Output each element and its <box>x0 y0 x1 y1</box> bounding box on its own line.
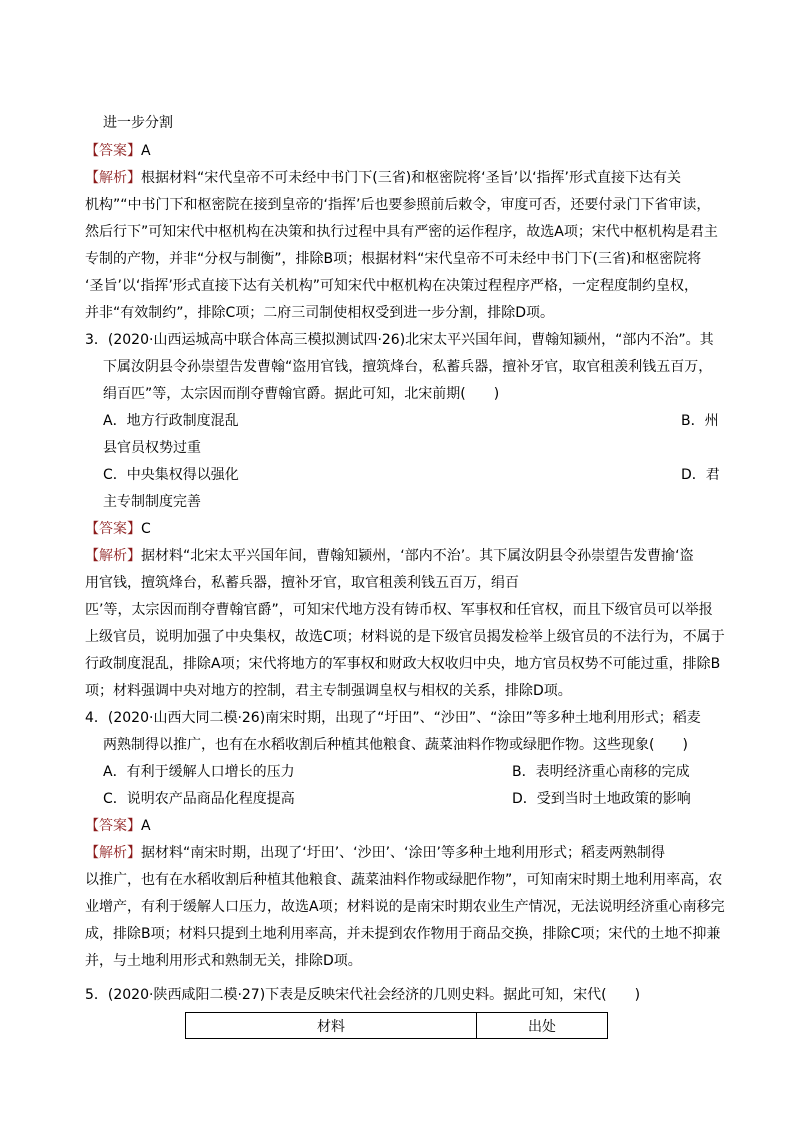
q3-analysis-line: 项；材料强调中央对地方的控制，君主专制强调皇权与相权的关系，排除D项。 <box>85 683 572 699</box>
q4-answer-value: A <box>141 818 151 834</box>
q3-analysis-line: 匹’等，太宗因而削夺曹翰官爵”，可知宋代地方没有铸币权、军事权和任官权，而且下级官员可以举报 <box>85 602 713 618</box>
answer-tag: 【答案】 <box>85 143 141 159</box>
q4-analysis-line: 【解析】据材料“南宋时期，出现了‘圩田’、‘沙田’、‘涂田’等多种土地利用形式；稻麦两熟制得 <box>85 845 665 861</box>
q3-analysis-line: 行政制度混乱，排除A项；宋代将地方的军事权和财政大权收归中央，地方官员权势不可能过重，排除B <box>85 656 721 672</box>
q3-option-a: A．地方行政制度混乱 <box>103 413 239 429</box>
q3-option-b: B．州 <box>681 413 719 429</box>
q3-stem: 下属汝阴县令孙崇望告发曹翰“盗用官钱，擅筑烽台，私蓄兵器，擅补牙官，取官租羡利钱五百万， <box>103 359 713 375</box>
table-header-row <box>186 1013 608 1039</box>
analysis-tag: 【解析】 <box>85 845 141 861</box>
q2-answer-value: A <box>141 143 151 159</box>
analysis-tag: 【解析】 <box>85 170 141 186</box>
q3-option-d-tail: 主专制制度完善 <box>103 494 201 510</box>
q3-option-c: C．中央集权得以强化 <box>103 467 239 483</box>
q3-analysis-line: 用官钱，擅筑烽台，私蓄兵器，擅补牙官，取官租羡利钱五百万，绢百 <box>85 575 519 591</box>
q2-answer <box>85 141 725 161</box>
q4-analysis-line: 成，排除B项；材料只提到土地利用率高，并未提到农作物用于商品交换，排除C项；宋代的土地不抑兼 <box>85 926 721 942</box>
q4-option-a: A．有利于缓解人口增长的压力 <box>103 764 295 780</box>
q4-option-b: B．表明经济重心南移的完成 <box>512 764 690 780</box>
q4-stem: 4．(2020·山西大同二模·26)南宋时期，出现了“圩田”、“沙田”、“涂田”等多种土地利用形式；稻麦 <box>85 710 701 726</box>
q3-option-b-tail: 县官员权势过重 <box>103 440 201 456</box>
q4-answer <box>85 816 725 836</box>
table-header-source: 出处 <box>477 1013 608 1039</box>
analysis-tag: 【解析】 <box>85 548 141 564</box>
q3-analysis-line: 上级官员，说明加强了中央集权，故选C项；材料说的是下级官员揭发检举上级官员的不法行为，不属于 <box>85 629 725 645</box>
q2-analysis-line: 机构”“中书门下和枢密院在接到皇帝的‘指挥’后也要参照前后敕令，审度可否，还要付录门下省审读， <box>85 197 711 213</box>
q3-answer-value: C <box>141 521 151 537</box>
q5-stem: 5．(2020·陕西咸阳二模·27)下表是反映宋代社会经济的几则史料。据此可知，宋代( ) <box>85 987 641 1003</box>
answer-tag: 【答案】 <box>85 521 141 537</box>
table-header-material: 材料 <box>186 1013 477 1039</box>
q2-analysis-line: 然后行下”可知宋代中枢机构在决策和执行过程中具有严密的运作程序，故选A项；宋代中枢机构是君主 <box>85 224 718 240</box>
q4-stem: 两熟制得以推广，也有在水稻收割后种植其他粮食、蔬菜油料作物或绿肥作物。这些现象( ) <box>103 737 688 753</box>
q4-option-d: D．受到当时土地政策的影响 <box>512 791 691 807</box>
q4-analysis-line: 并，与土地利用形式和熟制无关，排除D项。 <box>85 953 362 969</box>
q4-analysis-line: 以推广，也有在水稻收割后种植其他粮食、蔬菜油料作物或绿肥作物”，可知南宋时期土地利用率高，农 <box>85 872 723 888</box>
q3-stem: 绢百匹”等，太宗因而削夺曹翰官爵。据此可知，北宋前期( ) <box>103 386 500 402</box>
q4-option-c: C．说明农产品商品化程度提高 <box>103 791 295 807</box>
q2-analysis-line: 并非“有效制约”，排除C项；二府三司制使相权受到进一步分割，排除D项。 <box>85 305 555 321</box>
q2-analysis-line: 【解析】根据材料“宋代皇帝不可未经中书门下(三省)和枢密院将‘圣旨’以‘指挥’形式直接下达有关 <box>85 170 681 186</box>
continuation-text: 进一步分割 <box>103 115 173 131</box>
source-table <box>185 1012 608 1039</box>
q2-analysis-line: 专制的产物，并非“分权与制衡”，排除B项；根据材料“宋代皇帝不可未经中书门下(三省)和枢密院将 <box>85 251 702 267</box>
q2-analysis-line: ‘圣旨’以‘指挥’形式直接下达有关机构”可知宋代中枢机构在决策过程程序严格，一定程度制约皇权， <box>85 278 699 294</box>
answer-tag: 【答案】 <box>85 818 141 834</box>
q4-analysis-line: 业增产，有利于缓解人口压力，故选A项；材料说的是南宋时期农业生产情况，无法说明经济重心南移完 <box>85 899 725 915</box>
q3-analysis-line: 【解析】据材料“北宋太平兴国年间，曹翰知颍州，‘部内不治’。其下属汝阴县令孙崇望告发曹揄‘盗 <box>85 548 694 564</box>
q3-stem: 3．(2020·山西运城高中联合体高三模拟测试四·26)北宋太平兴国年间，曹翰知颍州，“部内不治”。其 <box>85 332 714 348</box>
q3-option-d: D．君 <box>681 467 720 483</box>
q3-answer <box>85 519 725 539</box>
